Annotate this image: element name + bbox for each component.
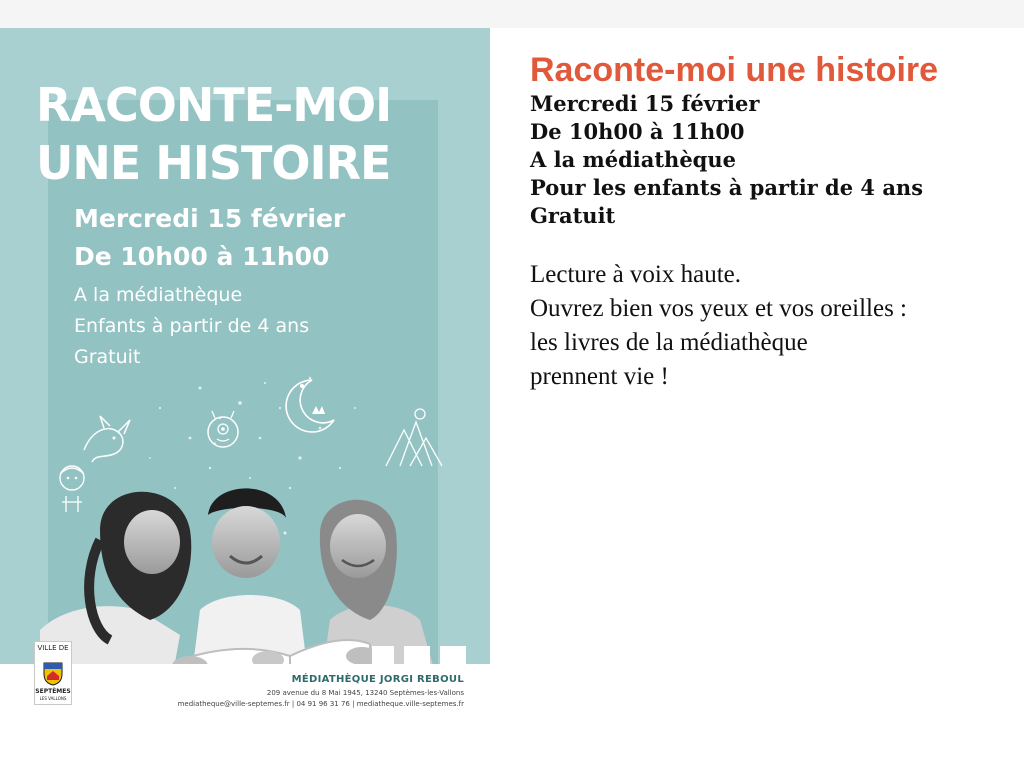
library-contacts: mediatheque@ville-septemes.fr | 04 91 96 31 76 | mediatheque.ville-septemes.fr xyxy=(177,700,464,708)
poster-detail-line: Enfants à partir de 4 ans xyxy=(74,315,310,337)
poster-title-line: RACONTE-MOI xyxy=(36,78,392,132)
event-title: Raconte-moi une histoire xyxy=(530,51,939,89)
top-strip xyxy=(0,0,1024,28)
event-description xyxy=(530,258,1000,394)
logo-town-name: SEPTÈMES xyxy=(35,688,71,695)
event-poster xyxy=(0,28,490,713)
coat-of-arms-icon xyxy=(43,662,63,686)
event-price: Gratuit xyxy=(530,203,616,228)
poster-time-line: De 10h00 à 11h00 xyxy=(74,242,330,271)
poster-title-line: UNE HISTOIRE xyxy=(36,136,391,190)
footer-notch xyxy=(404,646,430,664)
description-line: les livres de la médiathèque xyxy=(530,329,808,356)
poster-date-line: Mercredi 15 février xyxy=(74,204,346,233)
poster-detail-line: A la médiathèque xyxy=(74,284,243,306)
poster-title xyxy=(36,76,391,192)
poster-date xyxy=(74,200,345,276)
logo-label: VILLE DE xyxy=(37,644,69,652)
moon-cat-icon xyxy=(276,376,340,438)
event-info xyxy=(530,90,923,230)
event-location: A la médiathèque xyxy=(530,147,736,172)
description-line: prennent vie ! xyxy=(530,363,669,390)
description-line: Ouvrez bien vos yeux et vos oreilles : xyxy=(530,295,907,322)
poster-detail-line: Gratuit xyxy=(74,346,141,368)
footer-notch xyxy=(372,646,394,664)
event-date: Mercredi 15 février xyxy=(530,91,760,116)
logo-town-subname: LES VALLONS xyxy=(39,696,67,701)
town-logo xyxy=(34,641,72,705)
event-time: De 10h00 à 11h00 xyxy=(530,119,745,144)
description-line: Lecture à voix haute. xyxy=(530,261,742,288)
library-name: MÉDIATHÈQUE JORGI REBOUL xyxy=(291,674,464,685)
monster-icon xyxy=(200,408,246,454)
event-audience: Pour les enfants à partir de 4 ans xyxy=(530,175,924,200)
footer-notch xyxy=(440,646,466,664)
library-address: 209 avenue du 8 Mai 1945, 13240 Septèmes-les-Vallons xyxy=(266,689,464,697)
